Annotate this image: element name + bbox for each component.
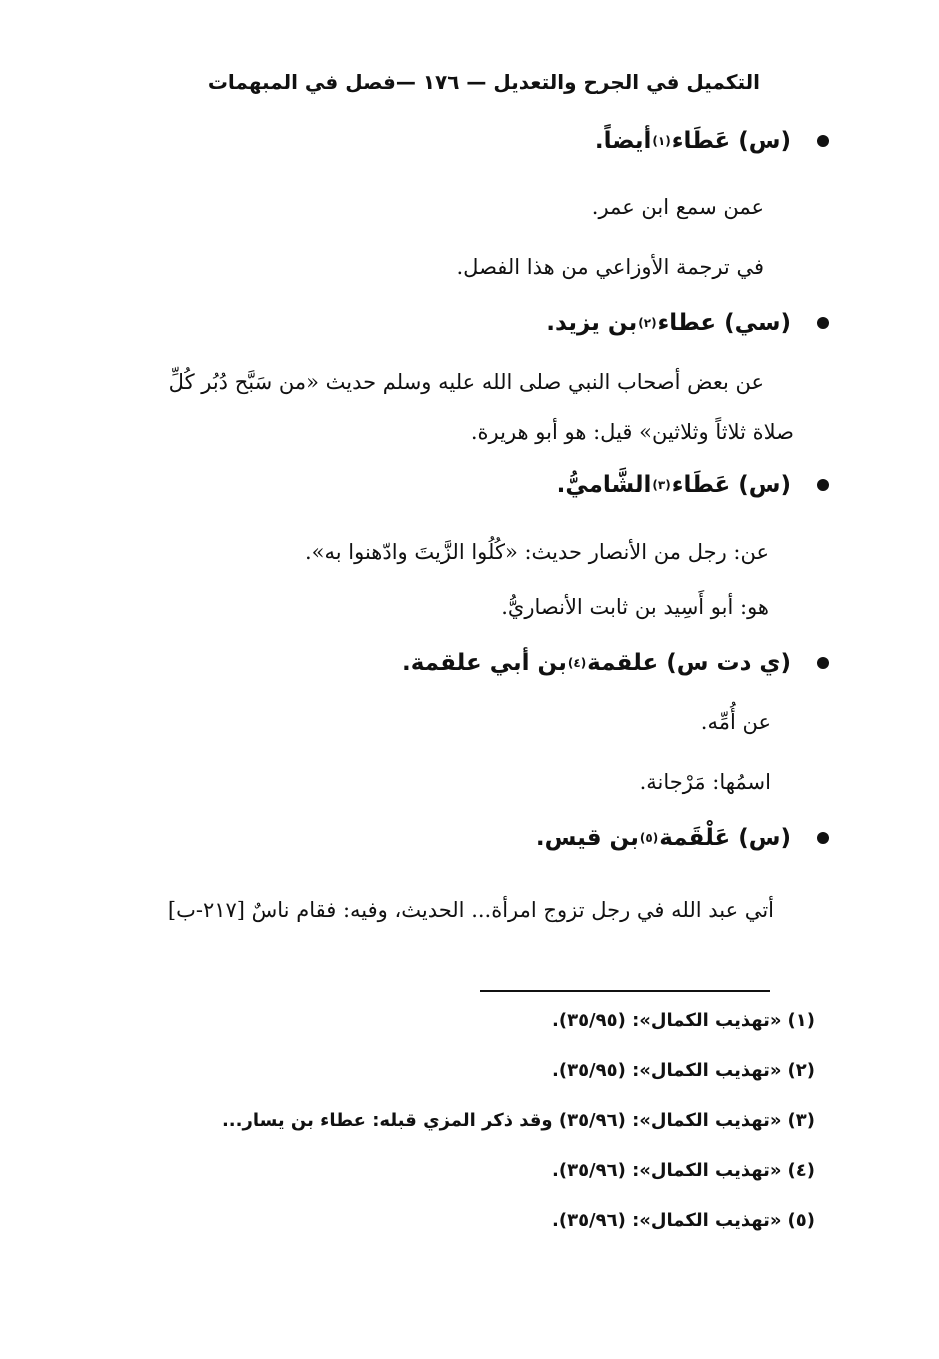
footnote — [552, 1060, 815, 1081]
running-head: التكميل في الجرح والتعديل — ١٧٦ —فصل في المبهمات — [207, 70, 760, 94]
entry-rest: بن أبي علقمة. — [401, 650, 567, 676]
footnote-ref: (٥) — [639, 831, 659, 845]
bullet-icon — [817, 135, 829, 147]
footnote-text: «تهذيب الكمال»: (٣٥/٩٥). — [552, 1010, 782, 1031]
entry-line: هو: أبو أَسِيد بن ثابت الأنصاريُّ. — [501, 595, 769, 619]
entry-sigla: (سي) — [724, 310, 791, 336]
entry-rest: أيضاً. — [594, 128, 652, 154]
entry-name: عَطَاء — [671, 472, 731, 498]
entry-heading — [546, 310, 791, 336]
footnote-number: (١) — [787, 1010, 815, 1031]
footnote-separator — [480, 990, 770, 992]
footnote-text: «تهذيب الكمال»: (٣٥/٩٦) وقد ذكر المزي قبله: عطاء بن يسار... — [221, 1110, 782, 1131]
entry-line: في ترجمة الأوزاعي من هذا الفصل. — [456, 255, 764, 279]
entry-name: علقمة — [587, 650, 659, 676]
footnote-ref: (١) — [652, 134, 671, 148]
bullet-icon — [817, 832, 829, 844]
footnote — [552, 1160, 815, 1181]
footnote-ref: (٤) — [567, 656, 587, 670]
entry-sigla: (س) — [738, 825, 791, 851]
footnote-text: «تهذيب الكمال»: (٣٥/٩٦). — [552, 1210, 782, 1231]
bullet-icon — [817, 317, 829, 329]
entry-heading — [402, 650, 791, 676]
footnote — [552, 1210, 815, 1231]
footnote-text: «تهذيب الكمال»: (٣٥/٩٥). — [552, 1060, 782, 1081]
entry-line: اسمُها: مَرْجانة. — [639, 770, 771, 794]
entry-heading — [536, 825, 791, 851]
footnote-number: (٤) — [787, 1160, 815, 1181]
footnote-ref: (٢) — [638, 316, 657, 330]
entry-name: عَطَاء — [671, 128, 731, 154]
bullet-icon — [817, 479, 829, 491]
entry-line: عن بعض أصحاب النبي صلى الله عليه وسلم حديث «من سَبَّح دُبُر كُلِّ — [168, 370, 764, 394]
entry-sigla: (س) — [738, 128, 791, 154]
entry-line: عمن سمع ابن عمر. — [591, 195, 764, 219]
entry-rest: بن يزيد. — [546, 310, 638, 336]
entry-line: عن أُمِّه. — [700, 710, 771, 734]
footnote-ref: (٣) — [652, 478, 671, 492]
entry-line: صلاة ثلاثاً وثلاثين» قيل: هو أبو هريرة. — [470, 420, 794, 444]
entry-rest: الشَّاميُّ. — [556, 472, 652, 498]
footnote-number: (٢) — [787, 1060, 815, 1081]
entry-sigla: (ي دت س) — [666, 650, 791, 676]
footnote-number: (٣) — [787, 1110, 815, 1131]
entry-rest: بن قيس. — [535, 825, 639, 851]
entry-heading — [595, 128, 791, 154]
footnote-text: «تهذيب الكمال»: (٣٥/٩٦). — [552, 1160, 782, 1181]
footnote — [552, 1010, 815, 1031]
bullet-icon — [817, 657, 829, 669]
footnote — [222, 1110, 815, 1131]
footnote-number: (٥) — [787, 1210, 815, 1231]
entry-name: عطاء — [657, 310, 717, 336]
entry-name: عَلْقَمة — [659, 825, 731, 851]
entry-line: عن: رجل من الأنصار حديث: «كُلُوا الزَّيتَ وادّهنوا به». — [304, 540, 769, 564]
entry-sigla: (س) — [738, 472, 791, 498]
entry-heading — [557, 472, 791, 498]
entry-line: أتي عبد الله في رجل تزوج امرأة... الحديث، وفيه: فقام ناسٌ [٢١٧-ب] — [167, 898, 774, 922]
